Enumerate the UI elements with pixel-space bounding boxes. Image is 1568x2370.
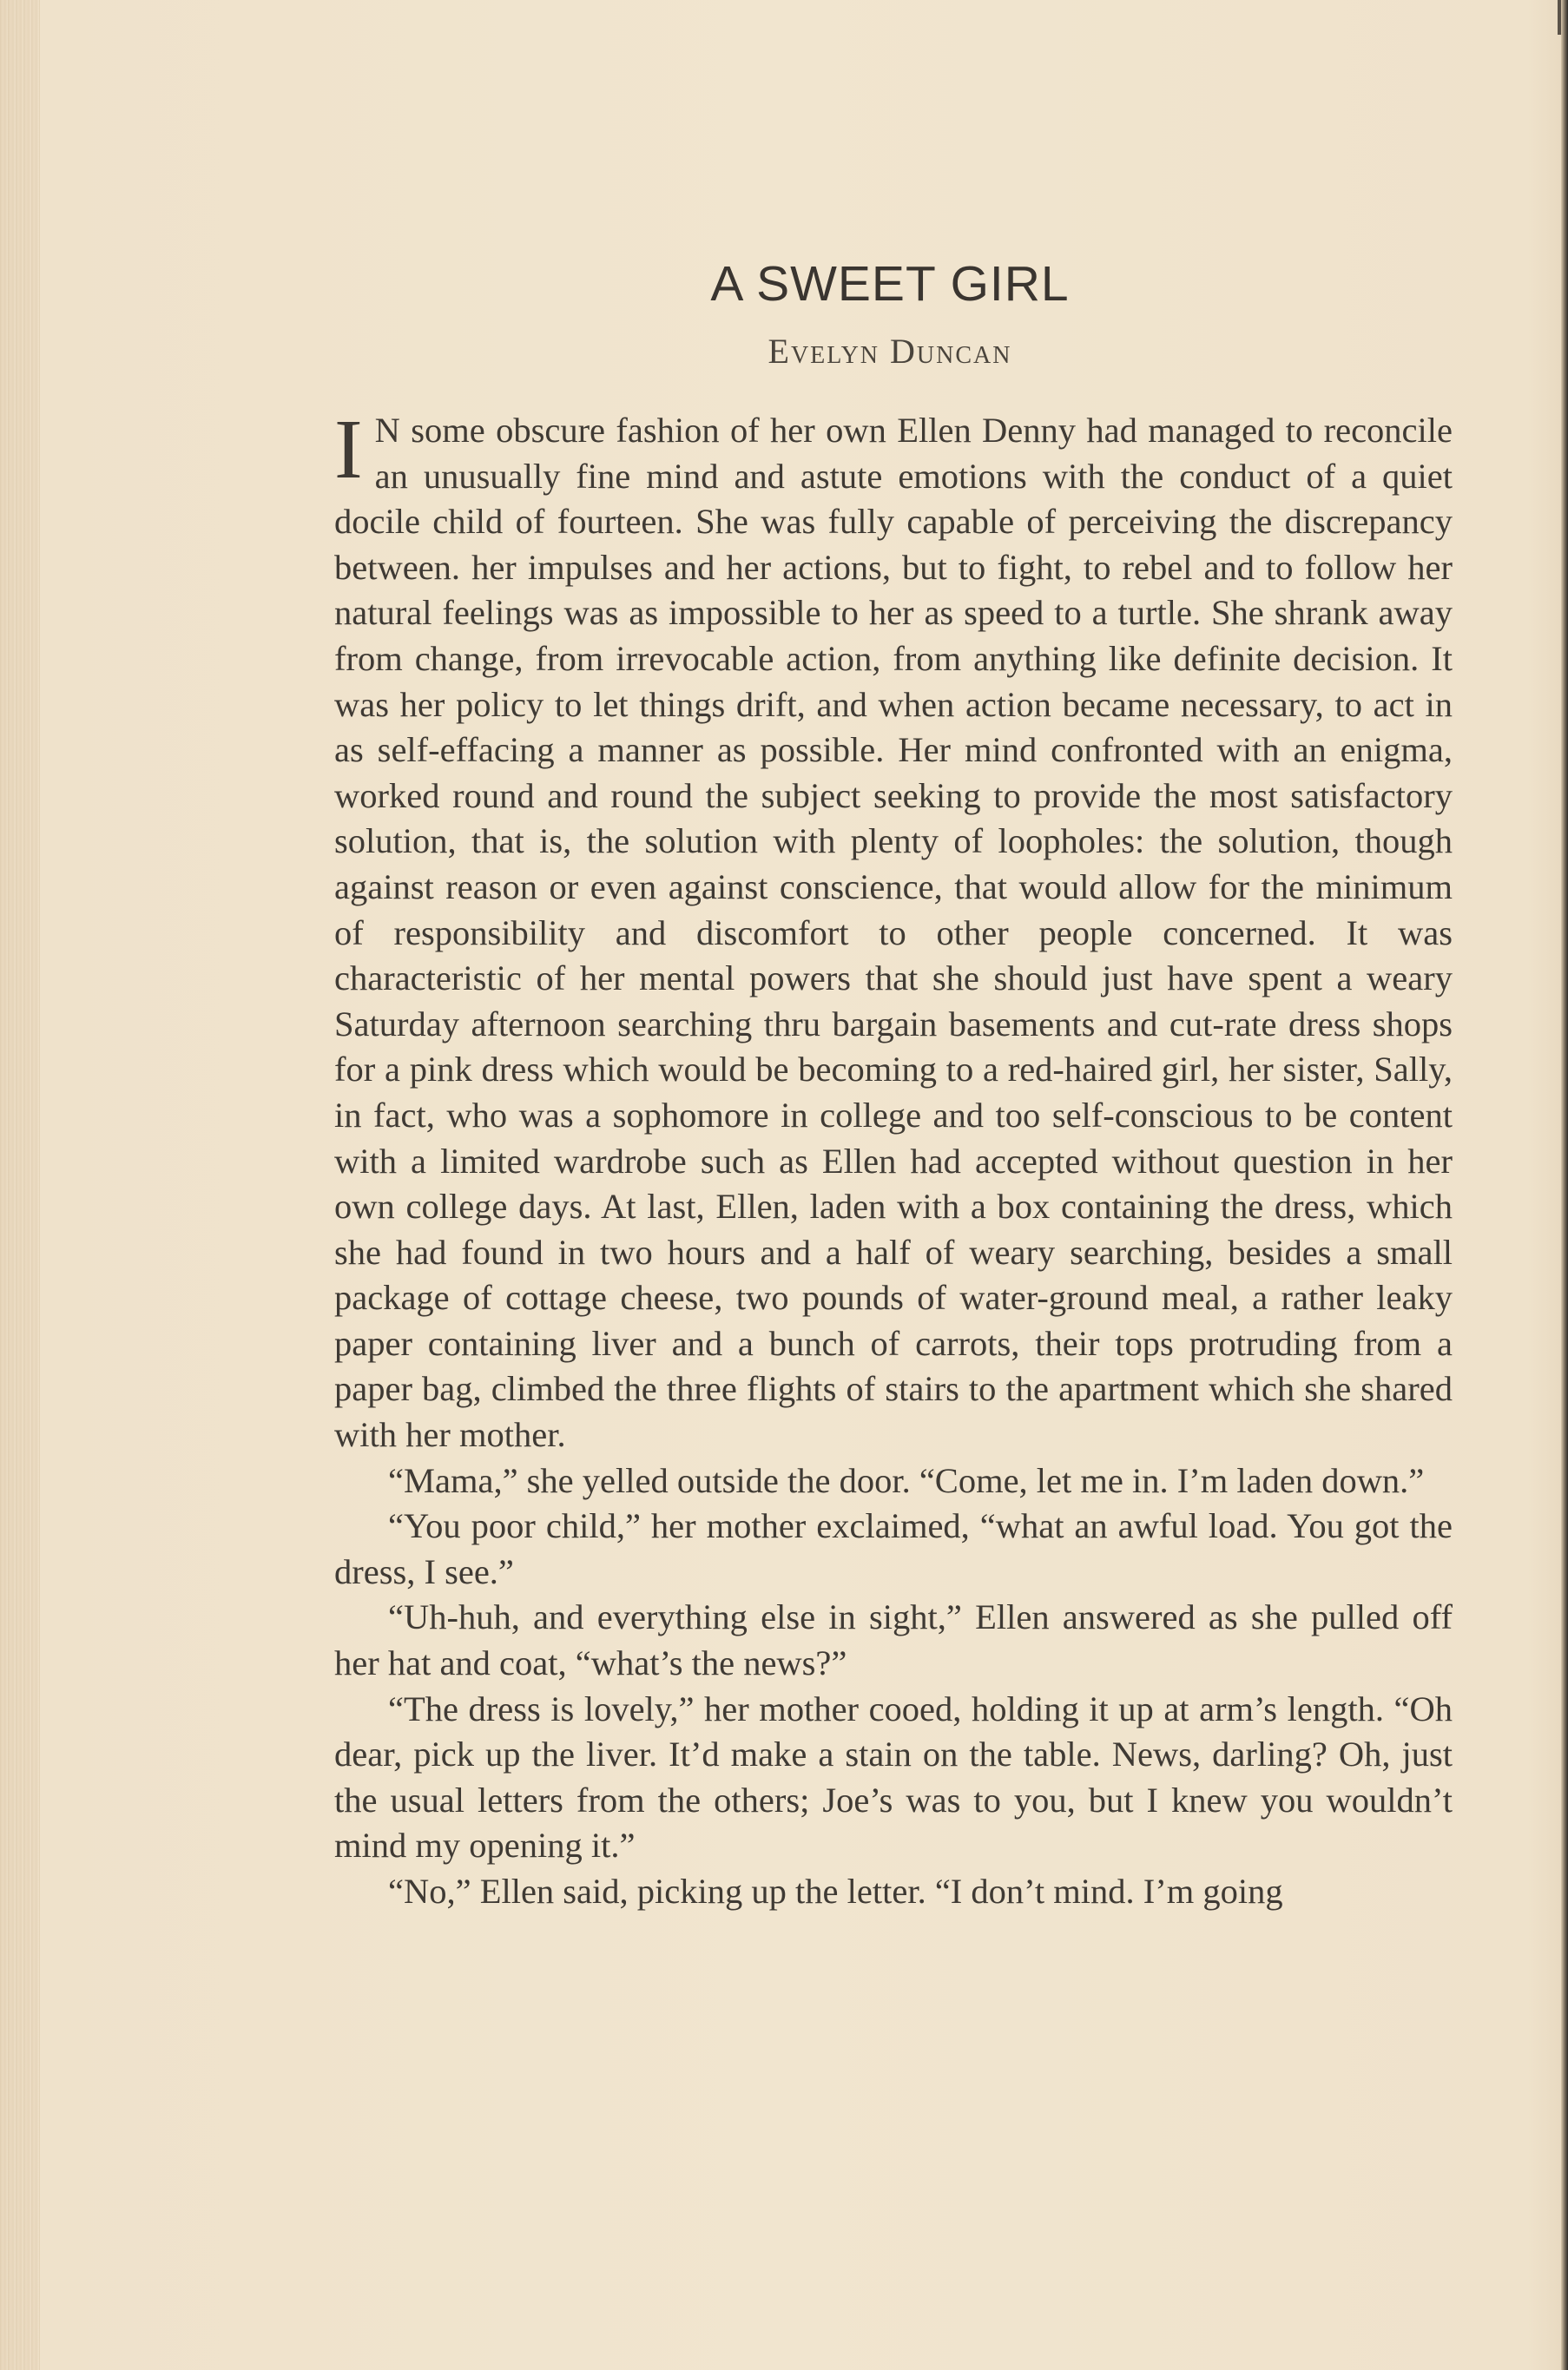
drop-cap: I [334, 403, 363, 497]
paragraph: “You poor child,” her mother exclaimed, “what an awful load. You got the dress, I see.” [334, 1506, 1453, 1591]
paragraph-opening [334, 403, 1453, 1458]
page-right-edge [1561, 0, 1568, 2370]
page-binding-edge [0, 0, 40, 2370]
paragraph: “No,” Ellen said, picking up the letter. “I don’t mind. I’m going [388, 1872, 1283, 1911]
paragraph: “The dress is lovely,” her mother cooed, holding it up at arm’s length. “Oh dear, pick up the liver. It’d make a stain on the table. News, darling? Oh, just the usual letters from the others; Joe’s was to you, but I knew you wouldn’t mind my opening it.” [334, 1689, 1453, 1866]
story-author: Evelyn Duncan [768, 332, 1012, 371]
paragraph-opening-text: N some obscure fashion of her own Ellen Denny had managed to reconcile an unusually fine mind and astute emotions with the conduct of a quiet docile child of fourteen. She was fully capable of perceiving the discrepancy between. her impulses and her actions, but to fight, to rebel and to follow her natural feelings was as impossible to her as speed to a turtle. She shrank away from change, from irrevocable action, from anything like definite decision. It was her policy to let things drift, and when action became necessary, to act in as self-effacing a manner as possible. Her mind confronted with an enigma, worked round and round the subject seeking to provide the most satisfactory solution, that is, the solution with plenty of loopholes: the solution, though against reason or even against conscience, that would allow for the minimum of responsibility and discomfort to other people concerned. It was characteristic of her mental powers that she should just have spent a weary Saturday afternoon searching thru bargain basements and cut-rate dress shops for a pink dress which would be becoming to a red-haired girl, her sister, Sally, in fact, who was a sophomore in college and too self-conscious to be content with a limited wardrobe such as Ellen had accepted without question in her own college days. At last, Ellen, laden with a box containing the dress, which she had found in two hours and a half of weary searching, besides a small package of cottage cheese, two pounds of water-ground meal, a rather leaky paper containing liver and a bunch of carrots, their tops protruding from a paper bag, climbed the three flights of stairs to the apartment which she shared with her mother. [334, 411, 1453, 1455]
paragraph: “Uh-huh, and everything else in sight,” Ellen answered as she pulled off her hat and coat, “what’s the news?” [334, 1597, 1453, 1683]
story-body [334, 403, 1453, 1915]
story-header [330, 253, 1450, 373]
page-corner-mark [1558, 0, 1561, 35]
story-title: A SWEET GIRL [710, 256, 1070, 312]
paragraph: “Mama,” she yelled outside the door. “Come, let me in. I’m laden down.” [388, 1460, 1425, 1500]
